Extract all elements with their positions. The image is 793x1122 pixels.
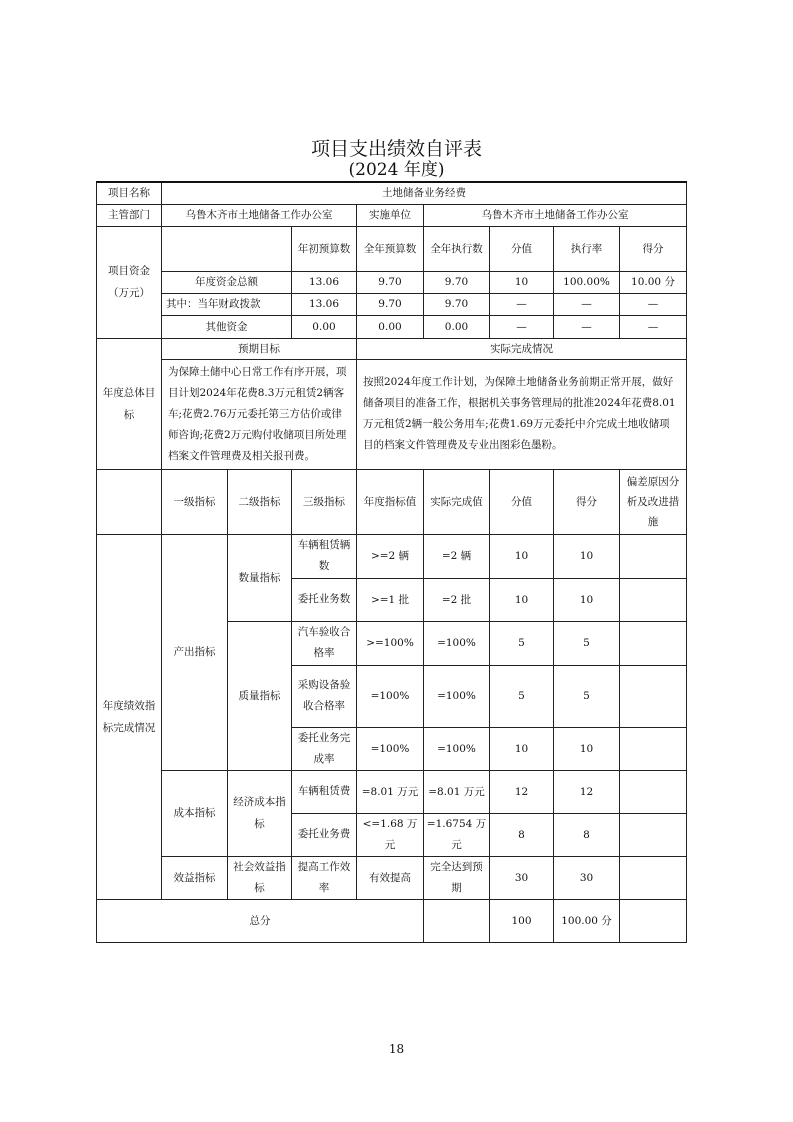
indicator-header-blank <box>97 469 162 534</box>
funds-header-5: 得分 <box>620 226 687 271</box>
indicator-header: 一级指标 <box>162 469 228 534</box>
indicator-header: 年度指标值 <box>357 469 424 534</box>
funds-cell: — <box>620 293 687 315</box>
indicator-actual: =100% <box>424 621 490 665</box>
funds-cell: 9.70 <box>357 271 424 293</box>
expected-goal: 为保障土储中心日常工作有序开展，项目计划2024年花费8.3万元租赁2辆客车;花费2.76万元委托第三方估价或律师咨询;花费2万元购付收储项目所处理档案文件管理费及相关报刊费。 <box>162 359 357 469</box>
indicator-actual: =100% <box>424 665 490 727</box>
indicator-got: 10 <box>554 578 620 621</box>
funds-header-4: 执行率 <box>554 226 620 271</box>
funds-label: 项目资金 （万元） <box>97 226 162 338</box>
total-blank <box>424 899 490 942</box>
indicator-actual: =1.6754 万元 <box>424 813 490 856</box>
funds-cell: — <box>620 315 687 338</box>
indicator-actual: =100% <box>424 727 490 770</box>
indicator-header: 实际完成值 <box>424 469 490 534</box>
indicator-header: 三级指标 <box>292 469 357 534</box>
indicator-score: 10 <box>490 578 554 621</box>
dept-label: 主管部门 <box>97 204 162 226</box>
indicator-target: =8.01 万元 <box>357 770 424 813</box>
indicator-got: 30 <box>554 856 620 899</box>
funds-header-3: 分值 <box>490 226 554 271</box>
indicator-deviation <box>620 727 687 770</box>
funds-cell: 13.06 <box>292 271 357 293</box>
indicator-name: 采购设备验收合格率 <box>292 665 357 727</box>
impl-value: 乌鲁木齐市土地储备工作办公室 <box>424 204 687 226</box>
indicator-deviation <box>620 665 687 727</box>
indicator-name: 委托业务费 <box>292 813 357 856</box>
project-name-label: 项目名称 <box>97 182 162 204</box>
level1-benefit: 效益指标 <box>162 856 228 899</box>
funds-cell: 0.00 <box>292 315 357 338</box>
indicator-got: 12 <box>554 770 620 813</box>
funds-cell: 0.00 <box>357 315 424 338</box>
funds-row-label: 其中：当年财政拨款 <box>162 293 292 315</box>
indicator-target: =100% <box>357 665 424 727</box>
indicator-target: 有效提高 <box>357 856 424 899</box>
indicator-got: 5 <box>554 665 620 727</box>
total-deviation <box>620 899 687 942</box>
indicator-score: 12 <box>490 770 554 813</box>
indicator-deviation <box>620 534 687 578</box>
indicator-deviation <box>620 578 687 621</box>
actual-header: 实际完成情况 <box>357 338 687 359</box>
impl-label: 实施单位 <box>357 204 424 226</box>
funds-cell: — <box>554 293 620 315</box>
indicator-header: 偏差原因分析及改进措施 <box>620 469 687 534</box>
indicator-score: 5 <box>490 621 554 665</box>
funds-cell: 9.70 <box>424 271 490 293</box>
indicator-header: 二级指标 <box>228 469 292 534</box>
funds-cell: 9.70 <box>357 293 424 315</box>
funds-header-2: 全年执行数 <box>424 226 490 271</box>
project-name: 土地储备业务经费 <box>162 182 687 204</box>
indicator-name: 汽车验收合格率 <box>292 621 357 665</box>
indicator-name: 车辆租赁辆数 <box>292 534 357 578</box>
page-number: 18 <box>388 1042 405 1056</box>
funds-row-label: 年度资金总额 <box>162 271 292 293</box>
total-score: 100 <box>490 899 554 942</box>
funds-cell: 0.00 <box>424 315 490 338</box>
funds-cell: — <box>490 293 554 315</box>
funds-cell: 100.00% <box>554 271 620 293</box>
indicator-score: 5 <box>490 665 554 727</box>
indicator-score: 30 <box>490 856 554 899</box>
indicator-name: 委托业务完成率 <box>292 727 357 770</box>
performance-table <box>96 181 687 943</box>
indicator-got: 5 <box>554 621 620 665</box>
funds-cell: 13.06 <box>292 293 357 315</box>
indicators-section-label: 年度绩效指标完成情况 <box>97 534 162 899</box>
indicator-header: 得分 <box>554 469 620 534</box>
indicator-actual: =2 辆 <box>424 534 490 578</box>
indicator-got: 10 <box>554 534 620 578</box>
funds-row-label: 其他资金 <box>162 315 292 338</box>
indicator-actual: =8.01 万元 <box>424 770 490 813</box>
dept-value: 乌鲁木齐市土地储备工作办公室 <box>162 204 357 226</box>
indicator-score: 10 <box>490 727 554 770</box>
indicator-deviation <box>620 856 687 899</box>
level2-quality: 质量指标 <box>228 621 292 770</box>
funds-header-1: 全年预算数 <box>357 226 424 271</box>
level1-output: 产出指标 <box>162 534 228 770</box>
level2-social-benefit: 社会效益指标 <box>228 856 292 899</box>
funds-header-0: 年初预算数 <box>292 226 357 271</box>
expected-header: 预期目标 <box>162 338 357 359</box>
indicator-actual: =2 批 <box>424 578 490 621</box>
indicator-header: 分值 <box>490 469 554 534</box>
indicator-target: =100% <box>357 727 424 770</box>
indicator-name: 提高工作效率 <box>292 856 357 899</box>
page-subtitle: (2024 年度) <box>348 160 445 180</box>
indicator-name: 委托业务数 <box>292 578 357 621</box>
level1-cost: 成本指标 <box>162 770 228 856</box>
total-got: 100.00 分 <box>554 899 620 942</box>
indicator-target: <=1.68 万元 <box>357 813 424 856</box>
funds-cell: — <box>554 315 620 338</box>
actual-result: 按照2024年度工作计划，为保障土地储备业务前期正常开展，做好储备项目的准备工作，根据机关事务管理局的批准2024年花费8.01万元租赁2辆一般公务用车;花费1.69万元委托中介完成土地收储项目的档案文件管理费及专业出图彩色墨粉。 <box>357 359 687 469</box>
funds-cell: 9.70 <box>424 293 490 315</box>
funds-header-blank <box>162 226 292 271</box>
page-title: 项目支出绩效自评表 <box>310 138 482 160</box>
level2-quantity: 数量指标 <box>228 534 292 621</box>
indicator-name: 车辆租赁费 <box>292 770 357 813</box>
funds-cell: — <box>490 315 554 338</box>
indicator-target: >=1 批 <box>357 578 424 621</box>
indicator-got: 8 <box>554 813 620 856</box>
indicator-target: >=100% <box>357 621 424 665</box>
indicator-score: 10 <box>490 534 554 578</box>
indicator-deviation <box>620 621 687 665</box>
indicator-deviation <box>620 770 687 813</box>
indicator-target: >=2 辆 <box>357 534 424 578</box>
funds-cell: 10 <box>490 271 554 293</box>
total-label: 总分 <box>97 899 424 942</box>
indicator-deviation <box>620 813 687 856</box>
indicator-actual: 完全达到预期 <box>424 856 490 899</box>
indicator-got: 10 <box>554 727 620 770</box>
indicator-score: 8 <box>490 813 554 856</box>
level2-economic-cost: 经济成本指标 <box>228 770 292 856</box>
goals-label: 年度总体目标 <box>97 338 162 469</box>
funds-cell: 10.00 分 <box>620 271 687 293</box>
